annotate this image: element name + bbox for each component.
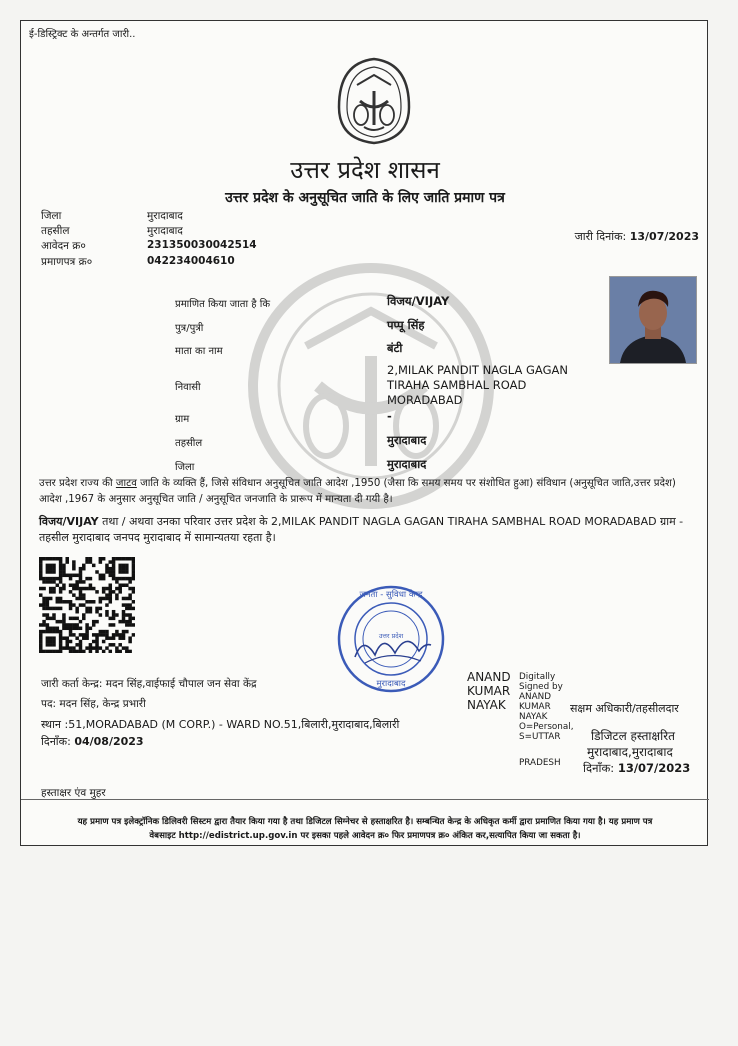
village-value: - bbox=[387, 409, 392, 423]
issuer-date-label: दिनाँक: bbox=[41, 735, 71, 748]
caste-name: जाटव bbox=[115, 478, 137, 489]
authority-date bbox=[583, 761, 690, 776]
header-note: ई-डिस्ट्रिक्ट के अन्तर्गत जारी.. bbox=[29, 29, 136, 40]
page-title: उत्तर प्रदेश शासन bbox=[290, 156, 440, 184]
sig-detail-3: ANAND bbox=[519, 692, 551, 702]
seal-ring-text: जनता - सुविधा केन्द्र bbox=[359, 590, 423, 600]
sig-detail-7: S=UTTAR bbox=[519, 732, 561, 742]
digital-signature-name bbox=[467, 670, 511, 712]
sig-detail-4: KUMAR bbox=[519, 702, 551, 712]
page-subtitle: उत्तर प्रदेश के अनुसूचित जाति के लिए जाति प्रमाण पत्र bbox=[225, 190, 505, 206]
person-photo-icon bbox=[610, 277, 696, 363]
father-name: पप्पू सिंह bbox=[387, 318, 425, 332]
mother-label: माता का नाम bbox=[175, 346, 223, 357]
footer-line-1: यह प्रमाण पत्र इलेक्ट्रॉनिक डिलिवरी सिस्टम द्वारा तैयार किया गया है तथा डिजिटल सिग्नेचर से हस्ताक्षरित है। सम्बन्धित केन्द्र के अधिकृत कर्मी द्वारा प्रमाणित किया गया है। यह प्रमाण पत्र bbox=[77, 817, 653, 827]
digital-sign-label: डिजिटल हस्ताक्षरित bbox=[591, 729, 675, 743]
application-value: 231350030042514 bbox=[147, 239, 257, 251]
footer-line-2: वेबसाइट http://edistrict.up.gov.in पर इसका पहले आवेदन क्र० फिर प्रमाणपत्र क्र० अंकित कर,सत्यापित किया जा सकता है। bbox=[149, 831, 581, 841]
sign-stamp-label: हस्ताक्षर एंव मुहर bbox=[41, 787, 106, 799]
certificate-number-label: प्रमाणपत्र क्र० bbox=[41, 256, 93, 268]
tehsil-value: मुरादाबाद bbox=[147, 225, 183, 237]
seal-bottom-text: मुरादाबाद bbox=[376, 679, 406, 689]
sig-detail-5: NAYAK bbox=[519, 712, 548, 722]
tehsil-label: तहसील bbox=[41, 225, 70, 237]
detail-district-label: जिला bbox=[175, 462, 195, 473]
signer-name-line-2: KUMAR bbox=[467, 684, 511, 698]
detail-district-value: मुरादाबाद bbox=[387, 457, 427, 471]
residence-line-3: MORADABAD bbox=[387, 393, 463, 407]
signer-name-line-3: NAYAK bbox=[467, 698, 506, 712]
district-value: मुरादाबाद bbox=[147, 210, 183, 222]
certify-label: प्रमाणित किया जाता है कि bbox=[175, 299, 271, 310]
digital-signature-details bbox=[519, 672, 574, 742]
relation-label: पुत्र/पुत्री bbox=[175, 323, 204, 334]
up-emblem-icon bbox=[333, 55, 415, 147]
issue-date-label: जारी दिनांक: bbox=[574, 230, 627, 243]
issue-date bbox=[575, 229, 699, 244]
seal-stamp bbox=[335, 583, 447, 695]
sig-detail-8: PRADESH bbox=[519, 758, 561, 768]
sig-detail-6: O=Personal, bbox=[519, 722, 574, 732]
issuer-date-value: 04/08/2023 bbox=[74, 735, 144, 748]
footer-note bbox=[31, 815, 699, 843]
signer-name-line-1: ANAND bbox=[467, 670, 511, 684]
village-label: ग्राम bbox=[175, 414, 190, 425]
district-label: जिला bbox=[41, 210, 62, 222]
authority-location: मुरादाबाद,मुरादाबाद bbox=[587, 745, 673, 759]
residence-address bbox=[387, 363, 568, 408]
certificate-number-value: 042234004610 bbox=[147, 255, 235, 267]
issuer-centre: जारी कर्ता केन्द्र: मदन सिंह,वाईफाई चौपाल जन सेवा केंद्र bbox=[41, 678, 257, 690]
issuer-place: स्थान :51,MORADABAD (M CORP.) - WARD NO.51,बिलारी,मुरादाबाद,बिलारी bbox=[41, 718, 400, 731]
caste-paragraph-start: उत्तर प्रदेश राज्य की bbox=[39, 478, 116, 489]
authority-designation: सक्षम अधिकारी/तहसीलदार bbox=[570, 702, 679, 715]
qr-code bbox=[39, 557, 135, 653]
residence-paragraph-text: तथा / अथवा उनका परिवार उत्तर प्रदेश के 2,MILAK PANDIT NAGLA GAGAN TIRAHA SAMBHAL ROAD MORADABAD ग्राम - तहसील मुरादाबाद जनपद मुरादाबाद में सामान्यतया रहता है। bbox=[39, 515, 684, 544]
applicant-photo bbox=[609, 276, 697, 364]
detail-tehsil-label: तहसील bbox=[175, 438, 203, 449]
residence-label: निवासी bbox=[175, 382, 201, 393]
seal-inner-text: उत्तर प्रदेश bbox=[378, 632, 404, 640]
residence-paragraph bbox=[39, 514, 699, 546]
certificate-page bbox=[20, 20, 708, 846]
footer-divider bbox=[21, 799, 709, 800]
sig-detail-2: Signed by bbox=[519, 682, 563, 692]
caste-paragraph-end: जाति के व्यक्ति हैं, जिसे संविधान अनुसूचित जाति आदेश ,1950 (जैसा कि समय समय पर संशोधित हुआ) संविधान (अनुसूचित जाति,उत्तर प्रदेश) आदेश ,1967 के अनुसार अनुसूचित जाति / अनुसूचित जनजाति के प्रारूप में मान्यता दी गयी है। bbox=[39, 478, 676, 505]
applicant-name: विजय/VIJAY bbox=[387, 294, 450, 308]
authority-date-label: दिनाँक: bbox=[583, 761, 615, 775]
authority-date-value: 13/07/2023 bbox=[617, 761, 691, 775]
issuer-post: पद: मदन सिंह, केन्द्र प्रभारी bbox=[41, 698, 146, 710]
residence-line-1: 2,MILAK PANDIT NAGLA GAGAN bbox=[387, 363, 568, 377]
application-label: आवेदन क्र० bbox=[41, 240, 86, 252]
issuer-date bbox=[41, 734, 144, 749]
mother-name: बंटी bbox=[387, 341, 403, 355]
detail-tehsil-value: मुरादाबाद bbox=[387, 433, 427, 447]
residence-line-2: TIRAHA SAMBHAL ROAD bbox=[387, 378, 527, 392]
caste-paragraph bbox=[39, 476, 699, 508]
sig-detail-1: Digitally bbox=[519, 672, 556, 682]
residence-paragraph-name: विजय/VIJAY bbox=[39, 515, 99, 528]
issue-date-value: 13/07/2023 bbox=[629, 230, 699, 243]
